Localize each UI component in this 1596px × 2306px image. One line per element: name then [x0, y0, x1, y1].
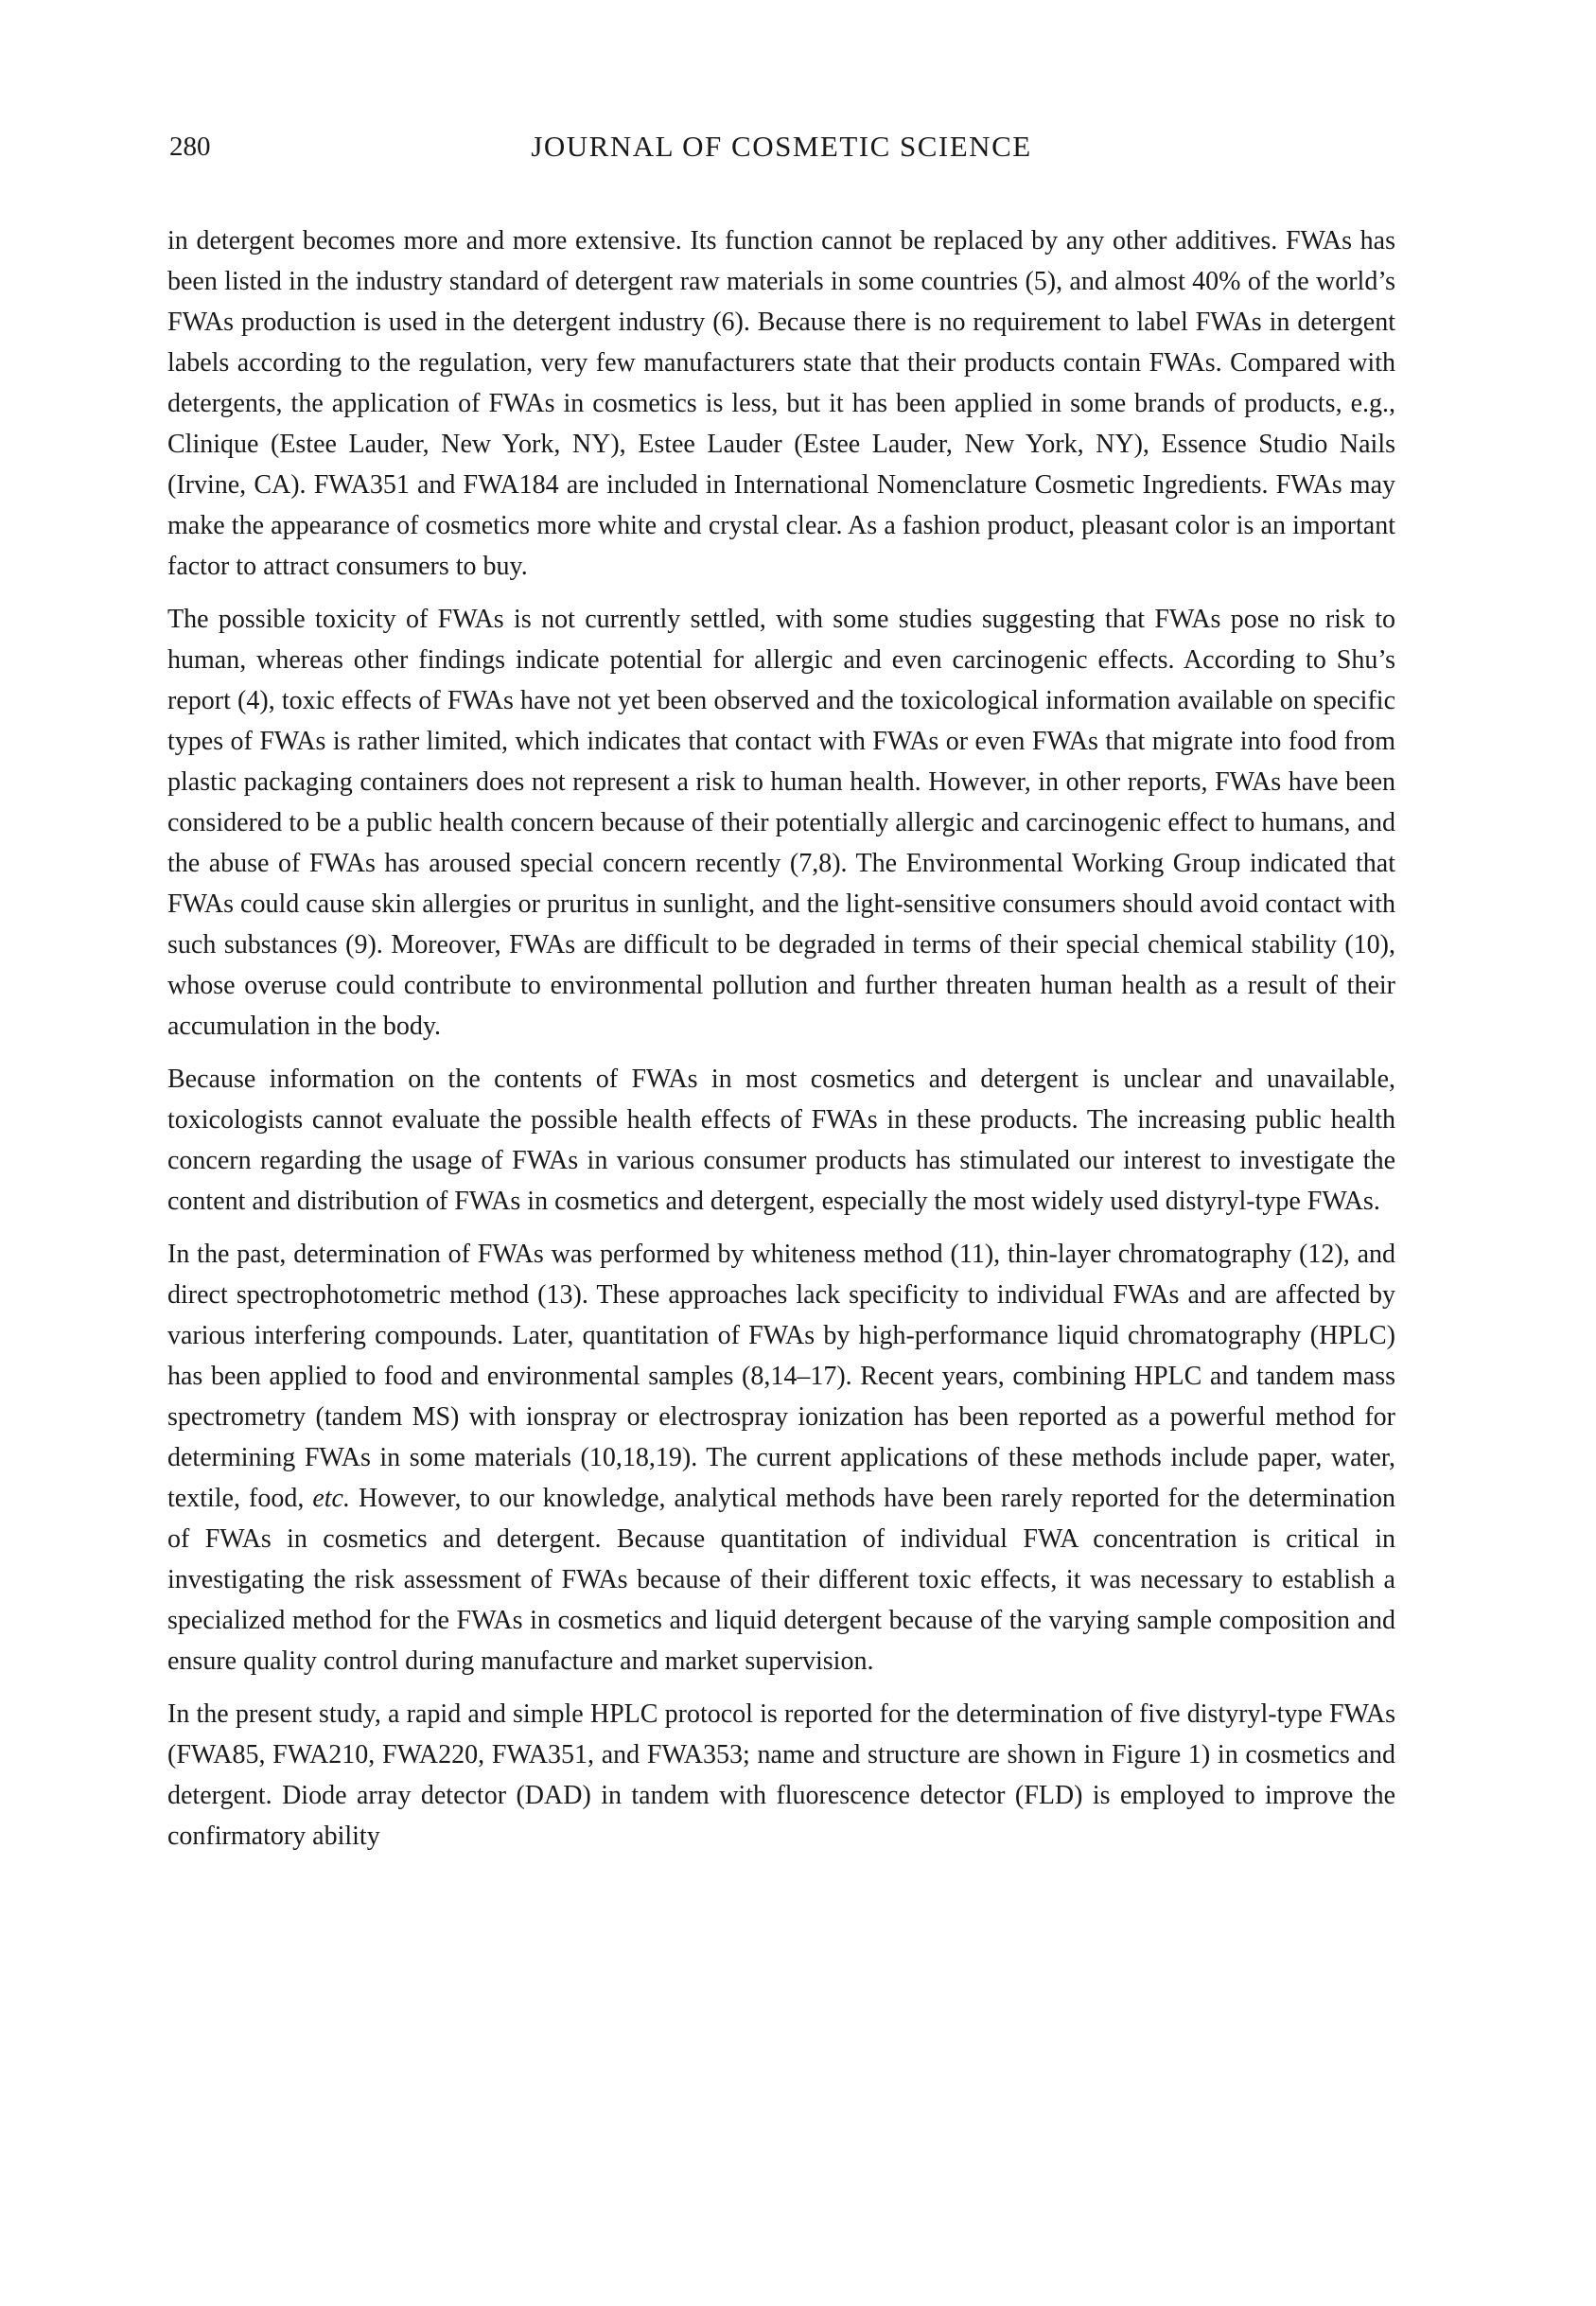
paragraph-4-text: In the past, determination of FWAs was performed by whiteness method (11), thin-layer chromatography (12), and direct spectrophotometric method (13). These approaches lack specificity to individual FWAs and are affected by various interfering compounds. Later, quantitation of FWAs by high-performance liquid chromatography (HPLC) has been applied to food and environmental samples (8,14–17). Recent years, combining HPLC and tandem mass spectrometry (tandem MS) with ionspray or electrospray ionization has been reported as a powerful method for determining FWAs in some materials (10,18,19). The current applications of these methods include paper, water, textile, food,	[167, 1240, 1395, 1513]
paragraph-4-etc-italic: etc.	[312, 1484, 350, 1513]
article-body	[167, 220, 1395, 1857]
paragraph-5	[167, 1694, 1395, 1857]
paragraph-1	[167, 220, 1395, 587]
journal-title: JOURNAL OF COSMETIC SCIENCE	[531, 130, 1032, 163]
paragraph-2	[167, 599, 1395, 1047]
paragraph-1-text: in detergent becomes more and more extensive. Its function cannot be replaced by any other additives. FWAs has been listed in the industry standard of detergent raw materials in some countries (5), and almost 40% of the world’s FWAs production is used in the detergent industry (6). Because there is no requirement to label FWAs in detergent labels according to the regulation, very few manufacturers state that their products contain FWAs. Compared with detergents, the application of FWAs in cosmetics is less, but it has been applied in some brands of products, e.g., Clinique (Estee Lauder, New York, NY), Estee Lauder (Estee Lauder, New York, NY), Essence Studio Nails (Irvine, CA). FWA351 and FWA184 are included in International Nomenclature Cosmetic Ingredients. FWAs may make the appearance of cosmetics more white and crystal clear. As a fashion product, pleasant color is an important factor to attract consumers to buy.	[167, 226, 1395, 581]
paragraph-5-text: In the present study, a rapid and simple HPLC protocol is reported for the determination of five distyryl-type FWAs (FWA85, FWA210, FWA220, FWA351, and FWA353; name and structure are shown in Figure 1) in cosmetics and detergent. Diode array detector (DAD) in tandem with fluorescence detector (FLD) is employed to improve the confirmatory ability	[167, 1699, 1395, 1851]
paragraph-2-text: The possible toxicity of FWAs is not currently settled, with some studies suggesting that FWAs pose no risk to human, whereas other findings indicate potential for allergic and even carcinogenic effects. According to Shu’s report (4), toxic effects of FWAs have not yet been observed and the toxicological information available on specific types of FWAs is rather limited, which indicates that contact with FWAs or even FWAs that migrate into food from plastic packaging containers does not represent a risk to human health. However, in other reports, FWAs have been considered to be a public health concern because of their potentially allergic and carcinogenic effect to humans, and the abuse of FWAs has aroused special concern recently (7,8). The Environmental Working Group indicated that FWAs could cause skin allergies or pruritus in sunlight, and the light-sensitive consumers should avoid contact with such substances (9). Moreover, FWAs are difficult to be degraded in terms of their special chemical stability (10), whose overuse could contribute to environmental pollution and further threaten human health as a result of their accumulation in the body.	[167, 605, 1395, 1041]
paragraph-4-text-continued: However, to our knowledge, analytical methods have been rarely reported for the determination of FWAs in cosmetics and detergent. Because quantitation of individual FWA concentration is critical in investigating the risk assessment of FWAs because of their different toxic effects, it was necessary to establish a specialized method for the FWAs in cosmetics and liquid detergent because of the varying sample composition and ensure quality control during manufacture and market supervision.	[167, 1484, 1396, 1676]
paragraph-4	[167, 1234, 1395, 1681]
running-head	[167, 129, 1395, 167]
paragraph-3-text: Because information on the contents of FWAs in most cosmetics and detergent is unclear and unavailable, toxicologists cannot evaluate the possible health effects of FWAs in these products. The increasing public health concern regarding the usage of FWAs in various consumer products has stimulated our interest to investigate the content and distribution of FWAs in cosmetics and detergent, especially the most widely used distyryl-type FWAs.	[167, 1065, 1395, 1216]
page-number: 280	[169, 132, 211, 162]
paragraph-3	[167, 1059, 1395, 1222]
